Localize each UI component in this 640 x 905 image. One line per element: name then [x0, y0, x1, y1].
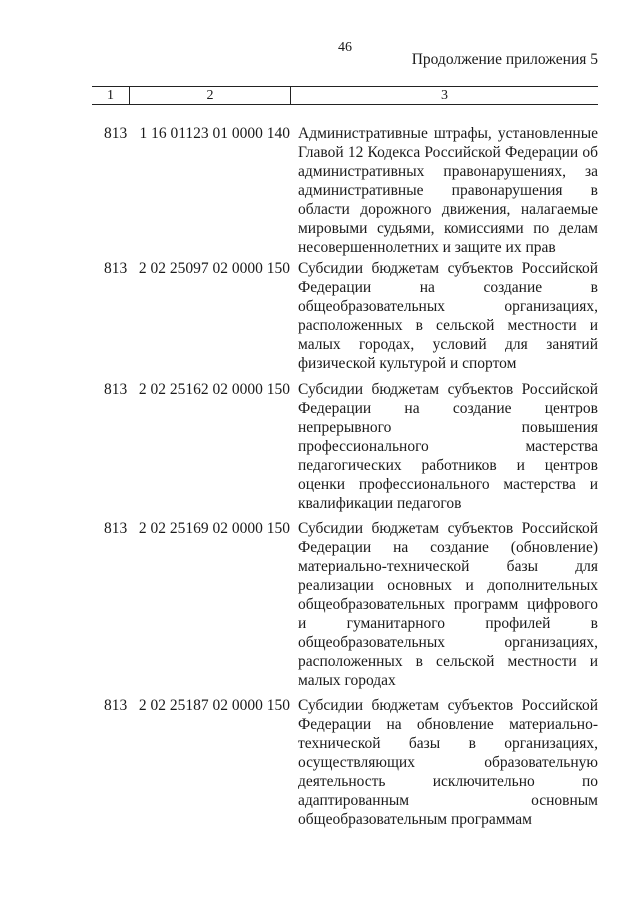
- budget-classification-code: 2 02 25097 02 0000 150: [138, 260, 290, 277]
- budget-classification-code: 2 02 25187 02 0000 150: [138, 697, 290, 714]
- admin-code: 813: [104, 125, 128, 142]
- budget-classification-code: 1 16 01123 01 0000 140: [139, 125, 290, 142]
- column-header: [92, 86, 598, 105]
- revenue-description: Субсидии бюджетам субъектов Российской Федерации на обновление материально-технической базы в организациях, осуществляющих образовательную деятельность исключительно по адаптированным основным общеобразовательным программам: [298, 697, 598, 828]
- admin-code: 813: [104, 697, 128, 714]
- admin-code: 813: [104, 381, 128, 398]
- revenue-description: Административные штрафы, установленные Главой 12 Кодекса Российской Федерации об административных правонарушениях, за административные правонарушения в области дорожного движения, налагаемые мировыми судьями, комиссиями по делам несовершеннолетних и защите их прав: [298, 125, 598, 256]
- budget-classification-code: 2 02 25169 02 0000 150: [138, 520, 290, 537]
- page-number: 46: [338, 40, 352, 55]
- revenue-description: Субсидии бюджетам субъектов Российской Федерации на создание в общеобразовательных организациях, расположенных в сельской местности и малых городах, условий для занятий физической культурой и спортом: [298, 260, 598, 372]
- revenue-description: Субсидии бюджетам субъектов Российской Федерации на создание (обновление) материально-технической базы для реализации основных и дополнительных общеобразовательных программ цифрового и гуманитарного профилей в общеобразовательных организациях, расположенных в сельской местности и малых городах: [298, 520, 598, 689]
- admin-code: 813: [104, 260, 128, 277]
- continuation-title: Продолжение приложения 5: [411, 51, 598, 68]
- admin-code: 813: [104, 520, 128, 537]
- column-header-3: 3: [441, 88, 448, 103]
- budget-classification-code: 2 02 25162 02 0000 150: [138, 381, 290, 398]
- revenue-description: Субсидии бюджетам субъектов Российской Федерации на создание центров непрерывного повышения профессионального мастерства педагогических работников и центров оценки профессионального мастерства и квалификации педагогов: [298, 381, 598, 512]
- column-header-2: 2: [130, 87, 291, 104]
- column-header-1: 1: [92, 87, 130, 104]
